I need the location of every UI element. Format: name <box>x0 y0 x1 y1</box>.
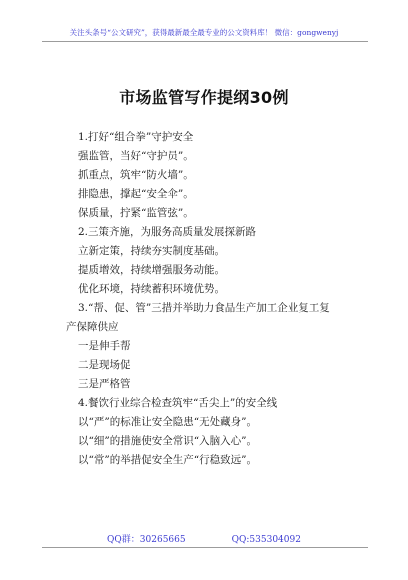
document-title: 市场监管写作提纲30例 <box>119 88 289 107</box>
text-line: 保质量，拧紧“监管弦”。 <box>78 207 194 219</box>
text-line: 以“细”的措施使安全常识“入脑入心”。 <box>78 435 257 447</box>
text-line: 优化环境，持续蓄积环境优势。 <box>78 283 225 295</box>
header-divider <box>42 41 368 42</box>
text-line: 三是严格管 <box>78 378 131 390</box>
text-line: 立新定策，持续夯实制度基础。 <box>78 245 225 257</box>
footer-qq-group: QQ群：30265665 <box>107 535 186 545</box>
text-line: 排隐患，撑起“安全伞”。 <box>78 188 194 200</box>
text-line: 3.“帮、促、管”三措并举助力食品生产加工企业复工复 <box>78 302 330 314</box>
text-line: 2.三策齐施，为服务高质量发展探新路 <box>78 226 257 238</box>
text-line: 提质增效，持续增强服务动能。 <box>78 264 225 276</box>
text-line: 以“严”的标准让安全隐患“无处藏身”。 <box>78 416 257 428</box>
text-line: 抓重点，筑牢“防火墙”。 <box>78 169 194 181</box>
text-line: 二是现场促 <box>78 359 131 371</box>
text-line: 产保障供应 <box>66 321 119 333</box>
text-line: 4.餐饮行业综合检查筑牢“舌尖上”的安全线 <box>78 397 278 409</box>
footer-divider <box>42 547 368 548</box>
text-line: 强监管，当好“守护员”。 <box>78 150 194 162</box>
footer-contact <box>0 532 408 545</box>
footer-qq-number: QQ:535304092 <box>231 535 301 545</box>
text-line: 以“常”的举措促安全生产“行稳致远”。 <box>78 454 257 466</box>
text-line: 一是伸手帮 <box>78 340 131 352</box>
document-body <box>66 128 350 470</box>
text-line: 1.打好“组合拳”守护安全 <box>78 131 194 143</box>
header-note: 关注头条号“公文研究”，获得最新最全最专业的公文资料库！ 微信：gongwenyj <box>69 28 339 37</box>
